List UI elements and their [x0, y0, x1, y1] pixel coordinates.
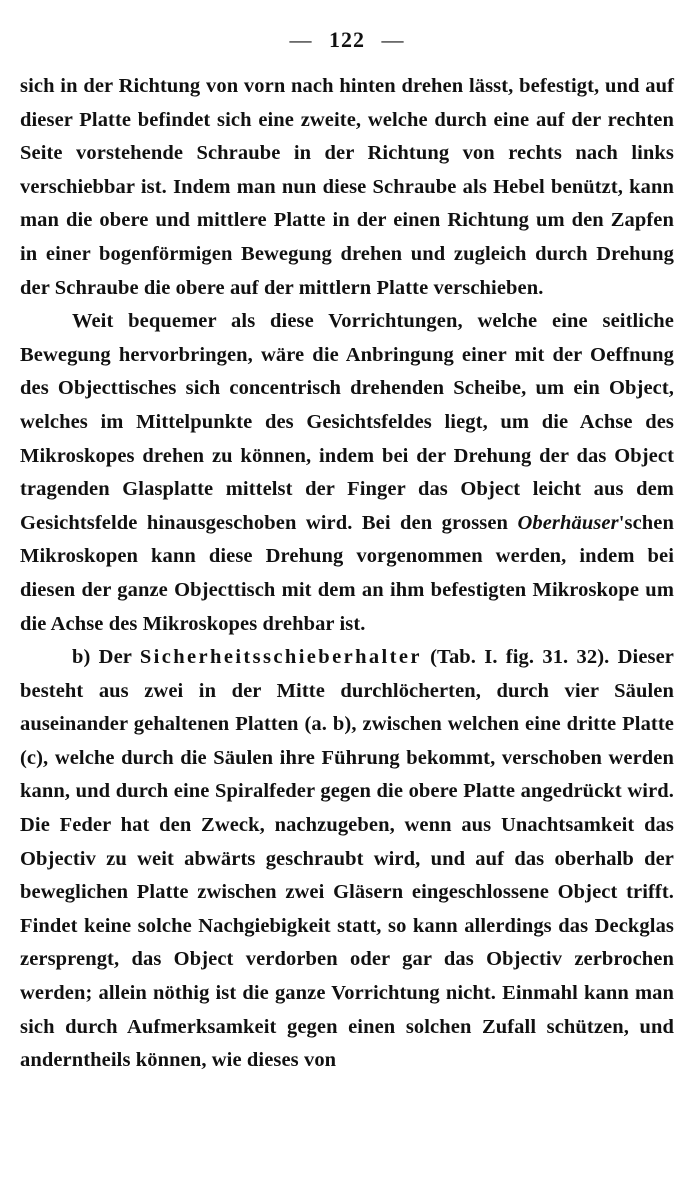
page-header — [20, 28, 674, 70]
section-title: Sicherheitsschieberhalter — [139, 646, 422, 669]
paragraph-safety-holder — [20, 641, 674, 1078]
page-number: 122 — [329, 27, 365, 52]
paragraph-rotating-stage — [20, 305, 674, 641]
body-text — [20, 70, 674, 1078]
paragraph-body: Dieser besteht aus zwei in der Mitte durchlöcherten, durch vier Säulen auseinander gehaltenen Platten (a. b), zwischen welchen eine dritte Platte (c), welche durch die Säulen ihre Führung bekommt, verschoben werden kann, und durch eine Spiralfeder gegen die obere Platte angedrückt wird. Die Feder hat den Zweck, nachzugeben, wenn aus Unachtsamkeit das Objectiv zu weit abwärts geschraubt wird, und auf das oberhalb der beweglichen Platte zwischen zwei Gläsern eingeschlossene Object trifft. Findet keine solche Nachgiebigkeit statt, so kann allerdings das Deckglas zersprengt, das Object verdorben oder gar das Objectiv zerbrochen werden; allein nöthig ist die ganze Vorrichtung nicht. Einmahl kann man sich durch Aufmerksamkeit gegen einen solchen Zufall schützen, und anderntheils können, wie dieses von — [20, 646, 674, 1072]
section-label: b) Der — [72, 646, 140, 669]
paragraph-text-start: Weit bequemer als diese Vorrichtungen, welche eine seitliche Bewegung hervorbringen, wäre die Anbringung einer mit der Oeffnung des Objecttisches sich concentrisch drehenden Scheibe, um ein Object, welches im Mittelpunkte des Gesichtsfeldes liegt, um die Achse des Mikroskopes drehen zu können, indem bei der Drehung der das Object tragenden Glasplatte mittelst der Finger das Object leicht aus dem Gesichtsfelde hinausgeschoben wird. Bei den grossen — [20, 310, 674, 534]
paragraph-text-end: 'schen Mikroskopen kann diese Drehung vorgenommen werden, indem bei diesen der ganze Objecttisch mit dem an ihm befestigten Mikroskope um die Achse des Mikroskopes drehbar ist. — [20, 511, 674, 635]
name-oberhaeuser: Oberhäuser — [517, 511, 619, 534]
figure-reference: (Tab. I. fig. 31. 32). — [421, 646, 610, 669]
header-dash-left: — — [289, 27, 313, 52]
header-dash-right: — — [381, 27, 405, 52]
paragraph-continuation: sich in der Richtung von vorn nach hinten drehen lässt, befestigt, und auf dieser Platte befindet sich eine zweite, welche durch eine auf der rechten Seite vorstehende Schraube in der Richtung von rechts nach links verschiebbar ist. Indem man nun diese Schraube als Hebel benützt, kann man die obere und mittlere Platte in der einen Richtung um den Zapfen in einer bogenförmigen Bewegung drehen und zugleich durch Drehung der Schraube die obere auf der mittlern Platte verschieben. — [20, 75, 674, 299]
